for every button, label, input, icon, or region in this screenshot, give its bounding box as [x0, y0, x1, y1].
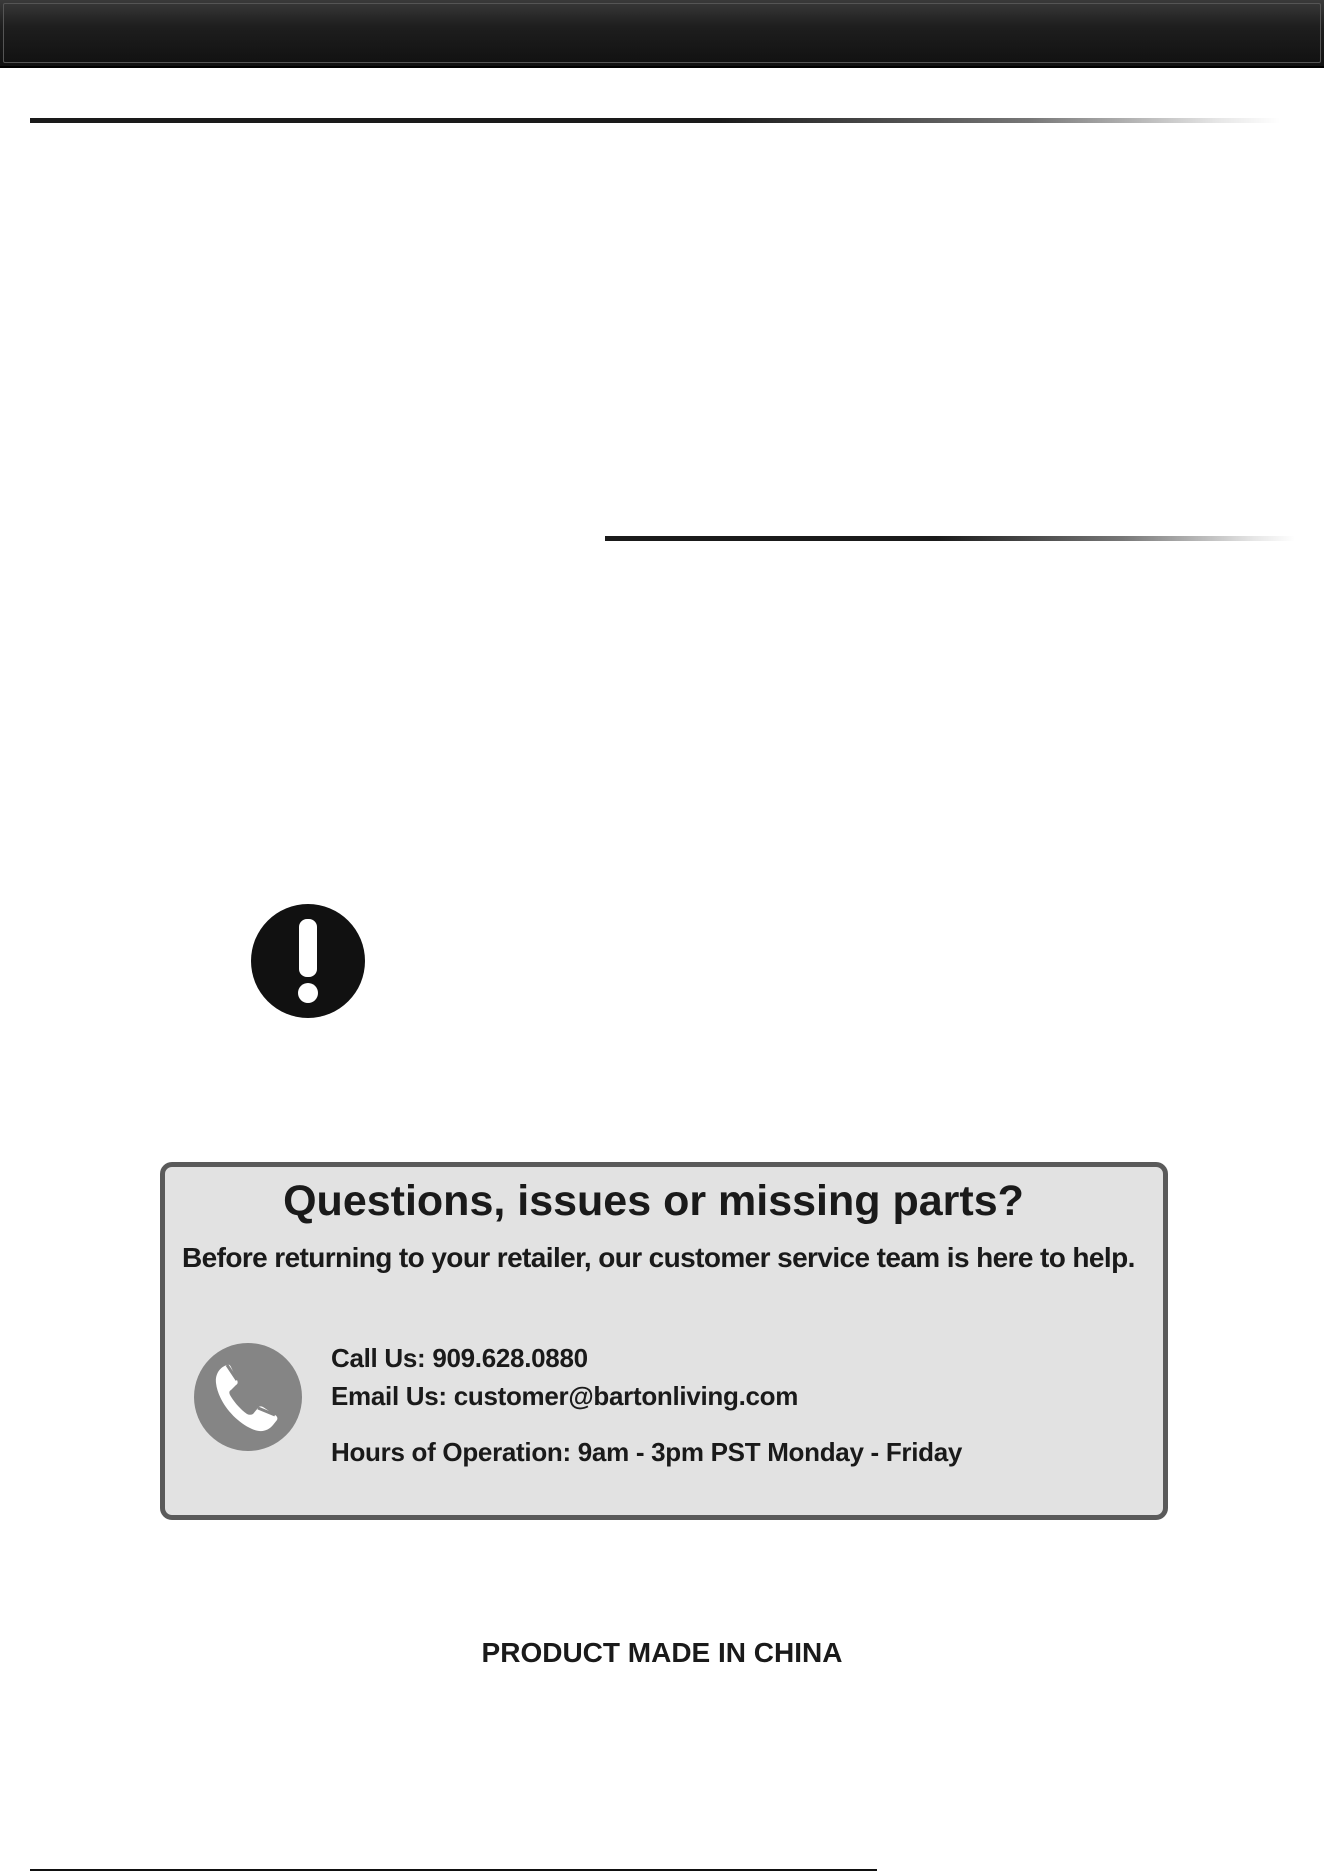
customer-service-box: [160, 1162, 1168, 1520]
phone-icon: [194, 1343, 302, 1451]
section-divider-top: [30, 118, 1280, 123]
section-divider-middle: [605, 536, 1295, 541]
email-us-text: Email Us: customer@bartonliving.com: [331, 1381, 799, 1411]
header-bar: [0, 0, 1324, 68]
header-bar-inner: [3, 3, 1321, 63]
hours-text: Hours of Operation: 9am - 3pm PST Monday - Friday: [331, 1437, 963, 1467]
service-subtitle: Before returning to your retailer, our customer service team is here to help.: [182, 1242, 1135, 1273]
footer-divider: [30, 1869, 877, 1871]
call-us-text: Call Us: 909.628.0880: [331, 1343, 588, 1373]
exclamation-circle-icon: [250, 903, 366, 1019]
service-title: Questions, issues or missing parts?: [283, 1177, 1024, 1225]
product-origin-text: PRODUCT MADE IN CHINA: [481, 1637, 843, 1668]
